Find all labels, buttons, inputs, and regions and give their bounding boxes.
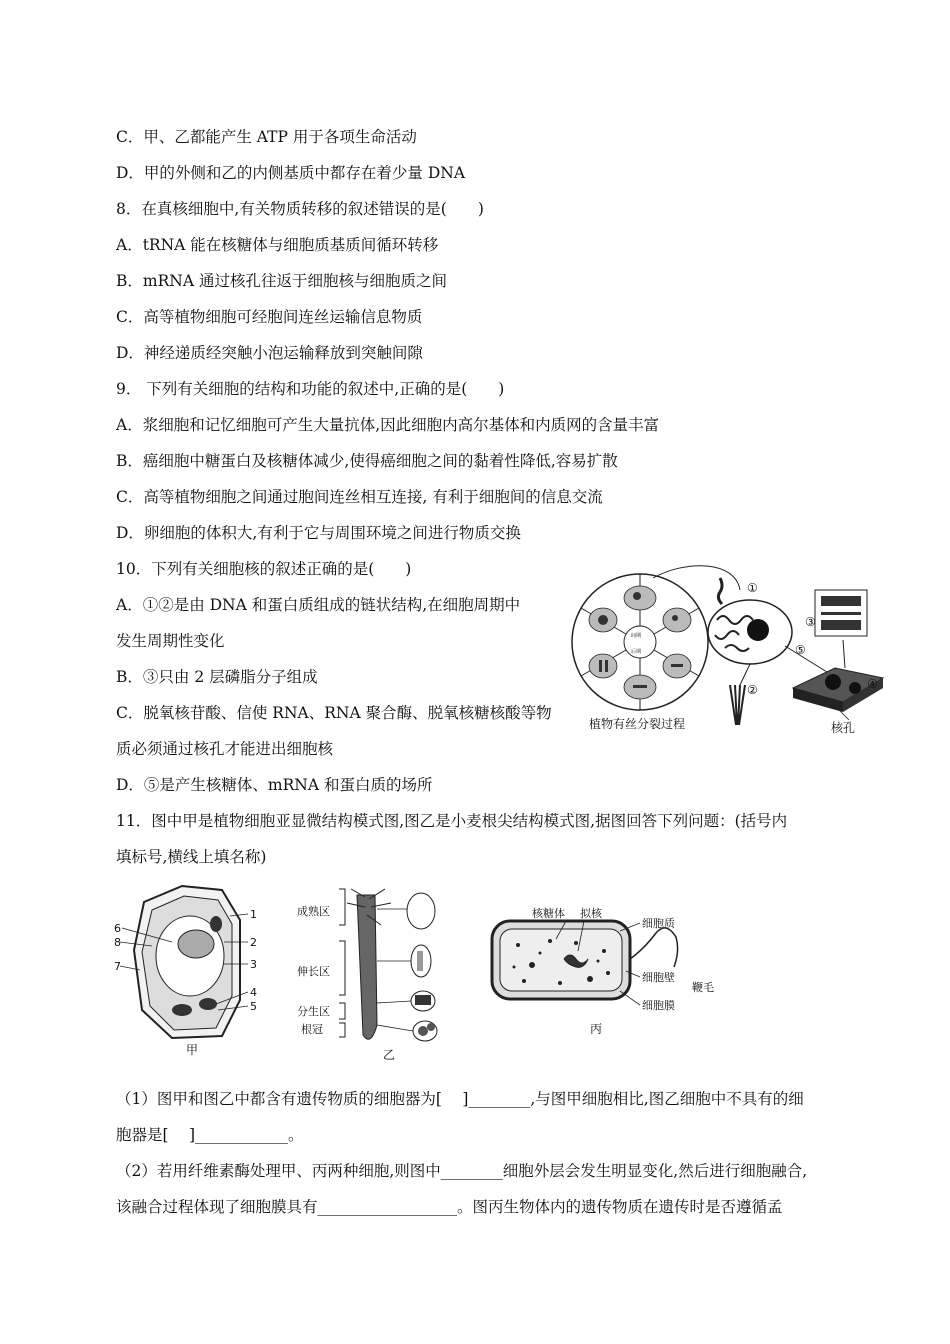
question-11-cont: 填标号,横线上填名称) — [116, 848, 267, 866]
jia-label-4: 4 — [250, 986, 257, 999]
figure-bing-bacterium — [480, 895, 740, 1040]
wheel-label-anaphase: 后期 — [631, 649, 642, 655]
option-a-q8: A．tRNA 能在核糖体与细胞质基质间循环转移 — [116, 236, 439, 254]
nuclear-pore-label: 核孔 — [831, 721, 856, 735]
jia-label-2: 2 — [250, 936, 257, 949]
mitosis-wheel — [572, 574, 708, 710]
jia-label-1: 1 — [250, 908, 257, 921]
question-11: 11．图中甲是植物细胞亚显微结构模式图,图乙是小麦根尖结构模式图,据图回答下列问题：(括号内 — [116, 812, 788, 830]
bing-label-ribosome: 核糖体 — [532, 907, 565, 920]
nuclear-envelope-detail — [815, 590, 867, 636]
question-9: 9． 下列有关细胞的结构和功能的叙述中,正确的是( ) — [116, 380, 505, 398]
bing-label-membrane: 细胞膜 — [642, 999, 675, 1012]
yi-zone-maturation: 成熟区 — [297, 905, 330, 918]
option-a-q10: A．①②是由 DNA 和蛋白质组成的链状结构,在细胞周期中 — [116, 596, 521, 614]
option-a-q10-cont: 发生周期性变化 — [116, 632, 225, 650]
q11-part2-cont: 该融合过程体现了细胞膜具有__________________。图丙生物体内的遗传物质在遗传时是否遵循孟 — [116, 1198, 783, 1216]
label-1: ① — [747, 581, 758, 595]
yi-caption: 乙 — [383, 1048, 396, 1062]
question-10: 10．下列有关细胞核的叙述正确的是( ) — [116, 560, 412, 578]
option-c-q7: C．甲、乙都能产生 ATP 用于各项生命活动 — [116, 128, 417, 146]
option-b-q8: B．mRNA 通过核孔往返于细胞核与细胞质之间 — [116, 272, 447, 290]
q11-part2: （2）若用纤维素酶处理甲、丙两种细胞,则图中________细胞外层会发生明显变化,然后进行细胞融合, — [116, 1162, 808, 1180]
mitosis-nucleus-figure — [565, 560, 895, 740]
q11-part1-cont: 胞器是[ ]____________。 — [116, 1126, 304, 1144]
option-d-q8: D．神经递质经突触小泡运输释放到突触间隙 — [116, 344, 423, 362]
jia-label-8: 8 — [114, 936, 121, 949]
bing-label-cell-wall: 细胞壁 — [642, 971, 675, 984]
yi-zone-meristem: 分生区 — [297, 1005, 330, 1018]
option-a-q9: A．浆细胞和记忆细胞可产生大量抗体,因此细胞内高尔基体和内质网的含量丰富 — [116, 416, 660, 434]
jia-label-3: 3 — [250, 958, 257, 971]
option-c-q9: C．高等植物细胞之间通过胞间连丝相互连接, 有利于细胞间的信息交流 — [116, 488, 603, 506]
option-d-q9: D．卵细胞的体积大,有利于它与周围环境之间进行物质交换 — [116, 524, 521, 542]
figure-jia-plant-cell — [112, 880, 272, 1060]
figure-yi-root-tip — [295, 885, 455, 1065]
label-5: ⑤ — [795, 643, 806, 657]
bing-caption: 丙 — [590, 1022, 603, 1036]
jia-caption: 甲 — [186, 1043, 199, 1057]
yi-zone-rootcap: 根冠 — [301, 1023, 323, 1036]
bing-label-cytoplasm: 细胞质 — [642, 917, 675, 930]
nucleus-cell — [708, 578, 792, 725]
wheel-label-interphase: 间期 — [631, 633, 642, 639]
q11-part1: （1）图甲和图乙中都含有遗传物质的细胞器为[ ]________,与图甲细胞相比,图乙细胞中不具有的细 — [116, 1090, 804, 1108]
option-c-q8: C．高等植物细胞可经胞间连丝运输信息物质 — [116, 308, 423, 326]
jia-label-5: 5 — [250, 1000, 257, 1013]
bing-label-nucleoid: 拟核 — [580, 907, 602, 920]
option-c-q10-cont: 质必须通过核孔才能进出细胞核 — [116, 740, 334, 758]
jia-label-6: 6 — [114, 922, 121, 935]
bing-label-flagellum: 鞭毛 — [692, 981, 714, 994]
option-b-q10: B．③只由 2 层磷脂分子组成 — [116, 668, 318, 686]
label-4: ④ — [867, 677, 878, 691]
mitosis-caption: 植物有丝分裂过程 — [589, 717, 686, 731]
option-c-q10: C．脱氧核苷酸、信使 RNA、RNA 聚合酶、脱氧核糖核酸等物 — [116, 704, 552, 722]
label-2: ② — [747, 683, 758, 697]
yi-zone-elongation: 伸长区 — [297, 965, 330, 978]
label-3: ③ — [805, 615, 816, 629]
question-8: 8．在真核细胞中,有关物质转移的叙述错误的是( ) — [116, 200, 484, 218]
option-d-q10: D．⑤是产生核糖体、mRNA 和蛋白质的场所 — [116, 776, 433, 794]
jia-label-7: 7 — [114, 960, 121, 973]
option-d-q7: D．甲的外侧和乙的内侧基质中都存在着少量 DNA — [116, 164, 466, 182]
option-b-q9: B．癌细胞中糖蛋白及核糖体减少,使得癌细胞之间的黏着性降低,容易扩散 — [116, 452, 618, 470]
